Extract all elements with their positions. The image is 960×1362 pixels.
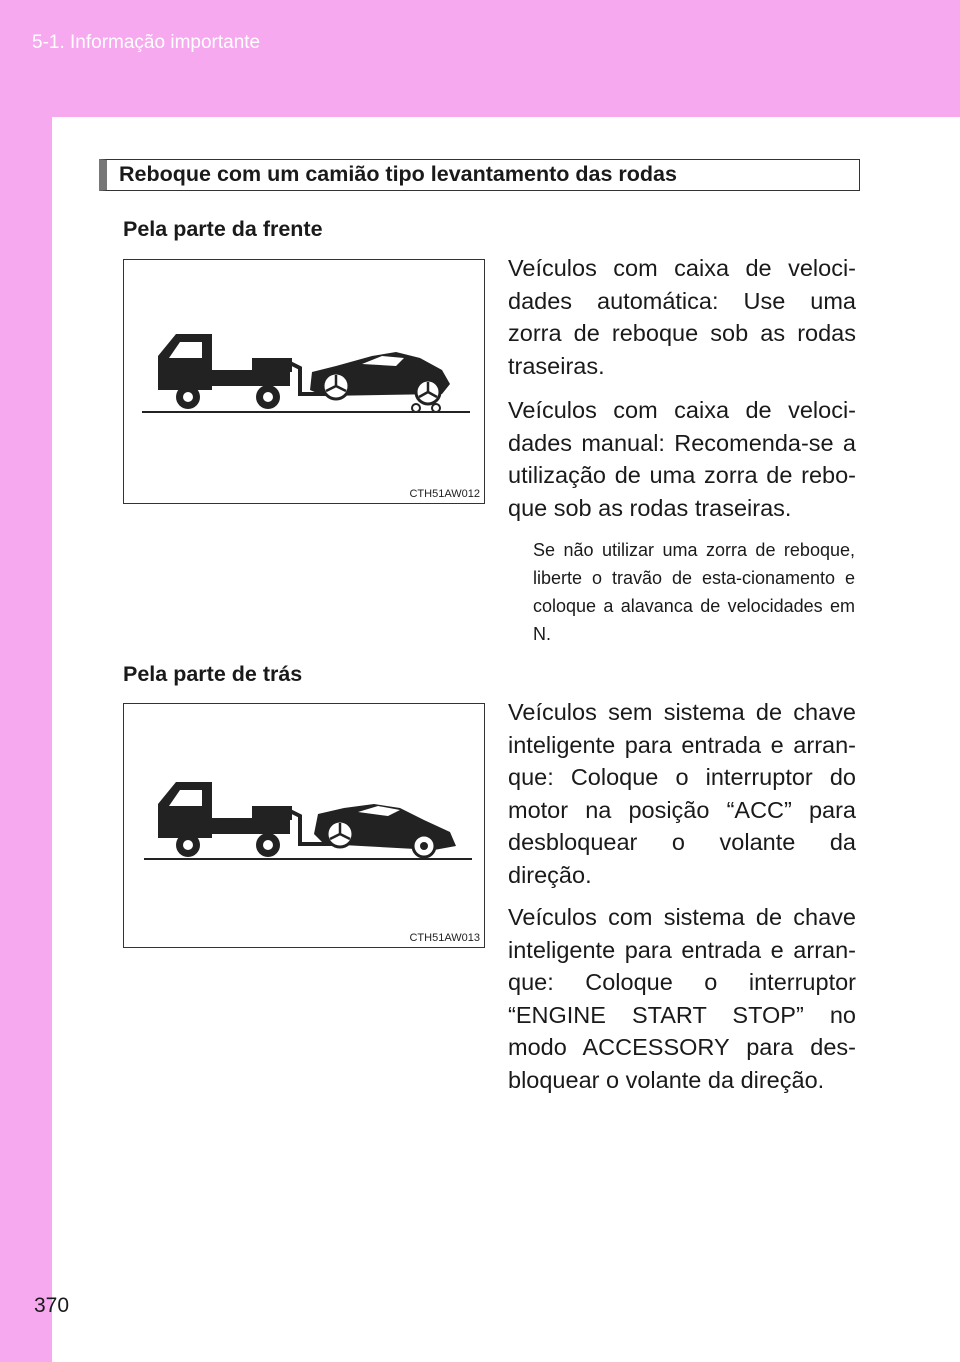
section-title: 5-1. Informação importante — [32, 32, 261, 53]
page-number: 370 — [34, 1294, 70, 1317]
front-manual-text: Veículos com caixa de veloci-dades manual: Recomenda-se a utilização de uma zorra de rebo-que sob as rodas traseiras. — [508, 397, 856, 521]
rear-tow-illustration — [123, 703, 485, 948]
rear-subheading: Pela parte de trás — [123, 662, 303, 686]
front-subheading: Pela parte da frente — [123, 217, 323, 241]
front-note: Se não utilizar uma zorra de reboque, liberte o travão de esta-cionamento e coloque a alavanca de velocidades em N. — [533, 540, 855, 644]
tow-truck-front-illustration — [124, 260, 486, 505]
section-heading-box — [99, 159, 860, 191]
section-heading: Reboque com um camião tipo levantamento das rodas — [119, 162, 677, 186]
figure-code: CTH51AW013 — [409, 932, 480, 944]
figure-code: CTH51AW012 — [409, 488, 480, 500]
tow-truck-rear-illustration — [124, 704, 486, 949]
side-band — [0, 117, 52, 1362]
front-automatic-text: Veículos com caixa de veloci-dades automática: Use uma zorra de reboque sob as rodas traseiras. — [508, 255, 856, 379]
header-band — [0, 0, 960, 117]
rear-no-smart-key-text: Veículos sem sistema de chave inteligente para entrada e arran-que: Coloque o interruptor do motor na posição “ACC” para desbloquear o volante da direção. — [508, 699, 856, 888]
rear-smart-key-text: Veículos com sistema de chave inteligente para entrada e arran-que: Coloque o interruptor “ENGINE START STOP” no modo ACCESSORY para des-bloquear o volante da direção. — [508, 904, 856, 1093]
front-tow-illustration — [123, 259, 485, 504]
